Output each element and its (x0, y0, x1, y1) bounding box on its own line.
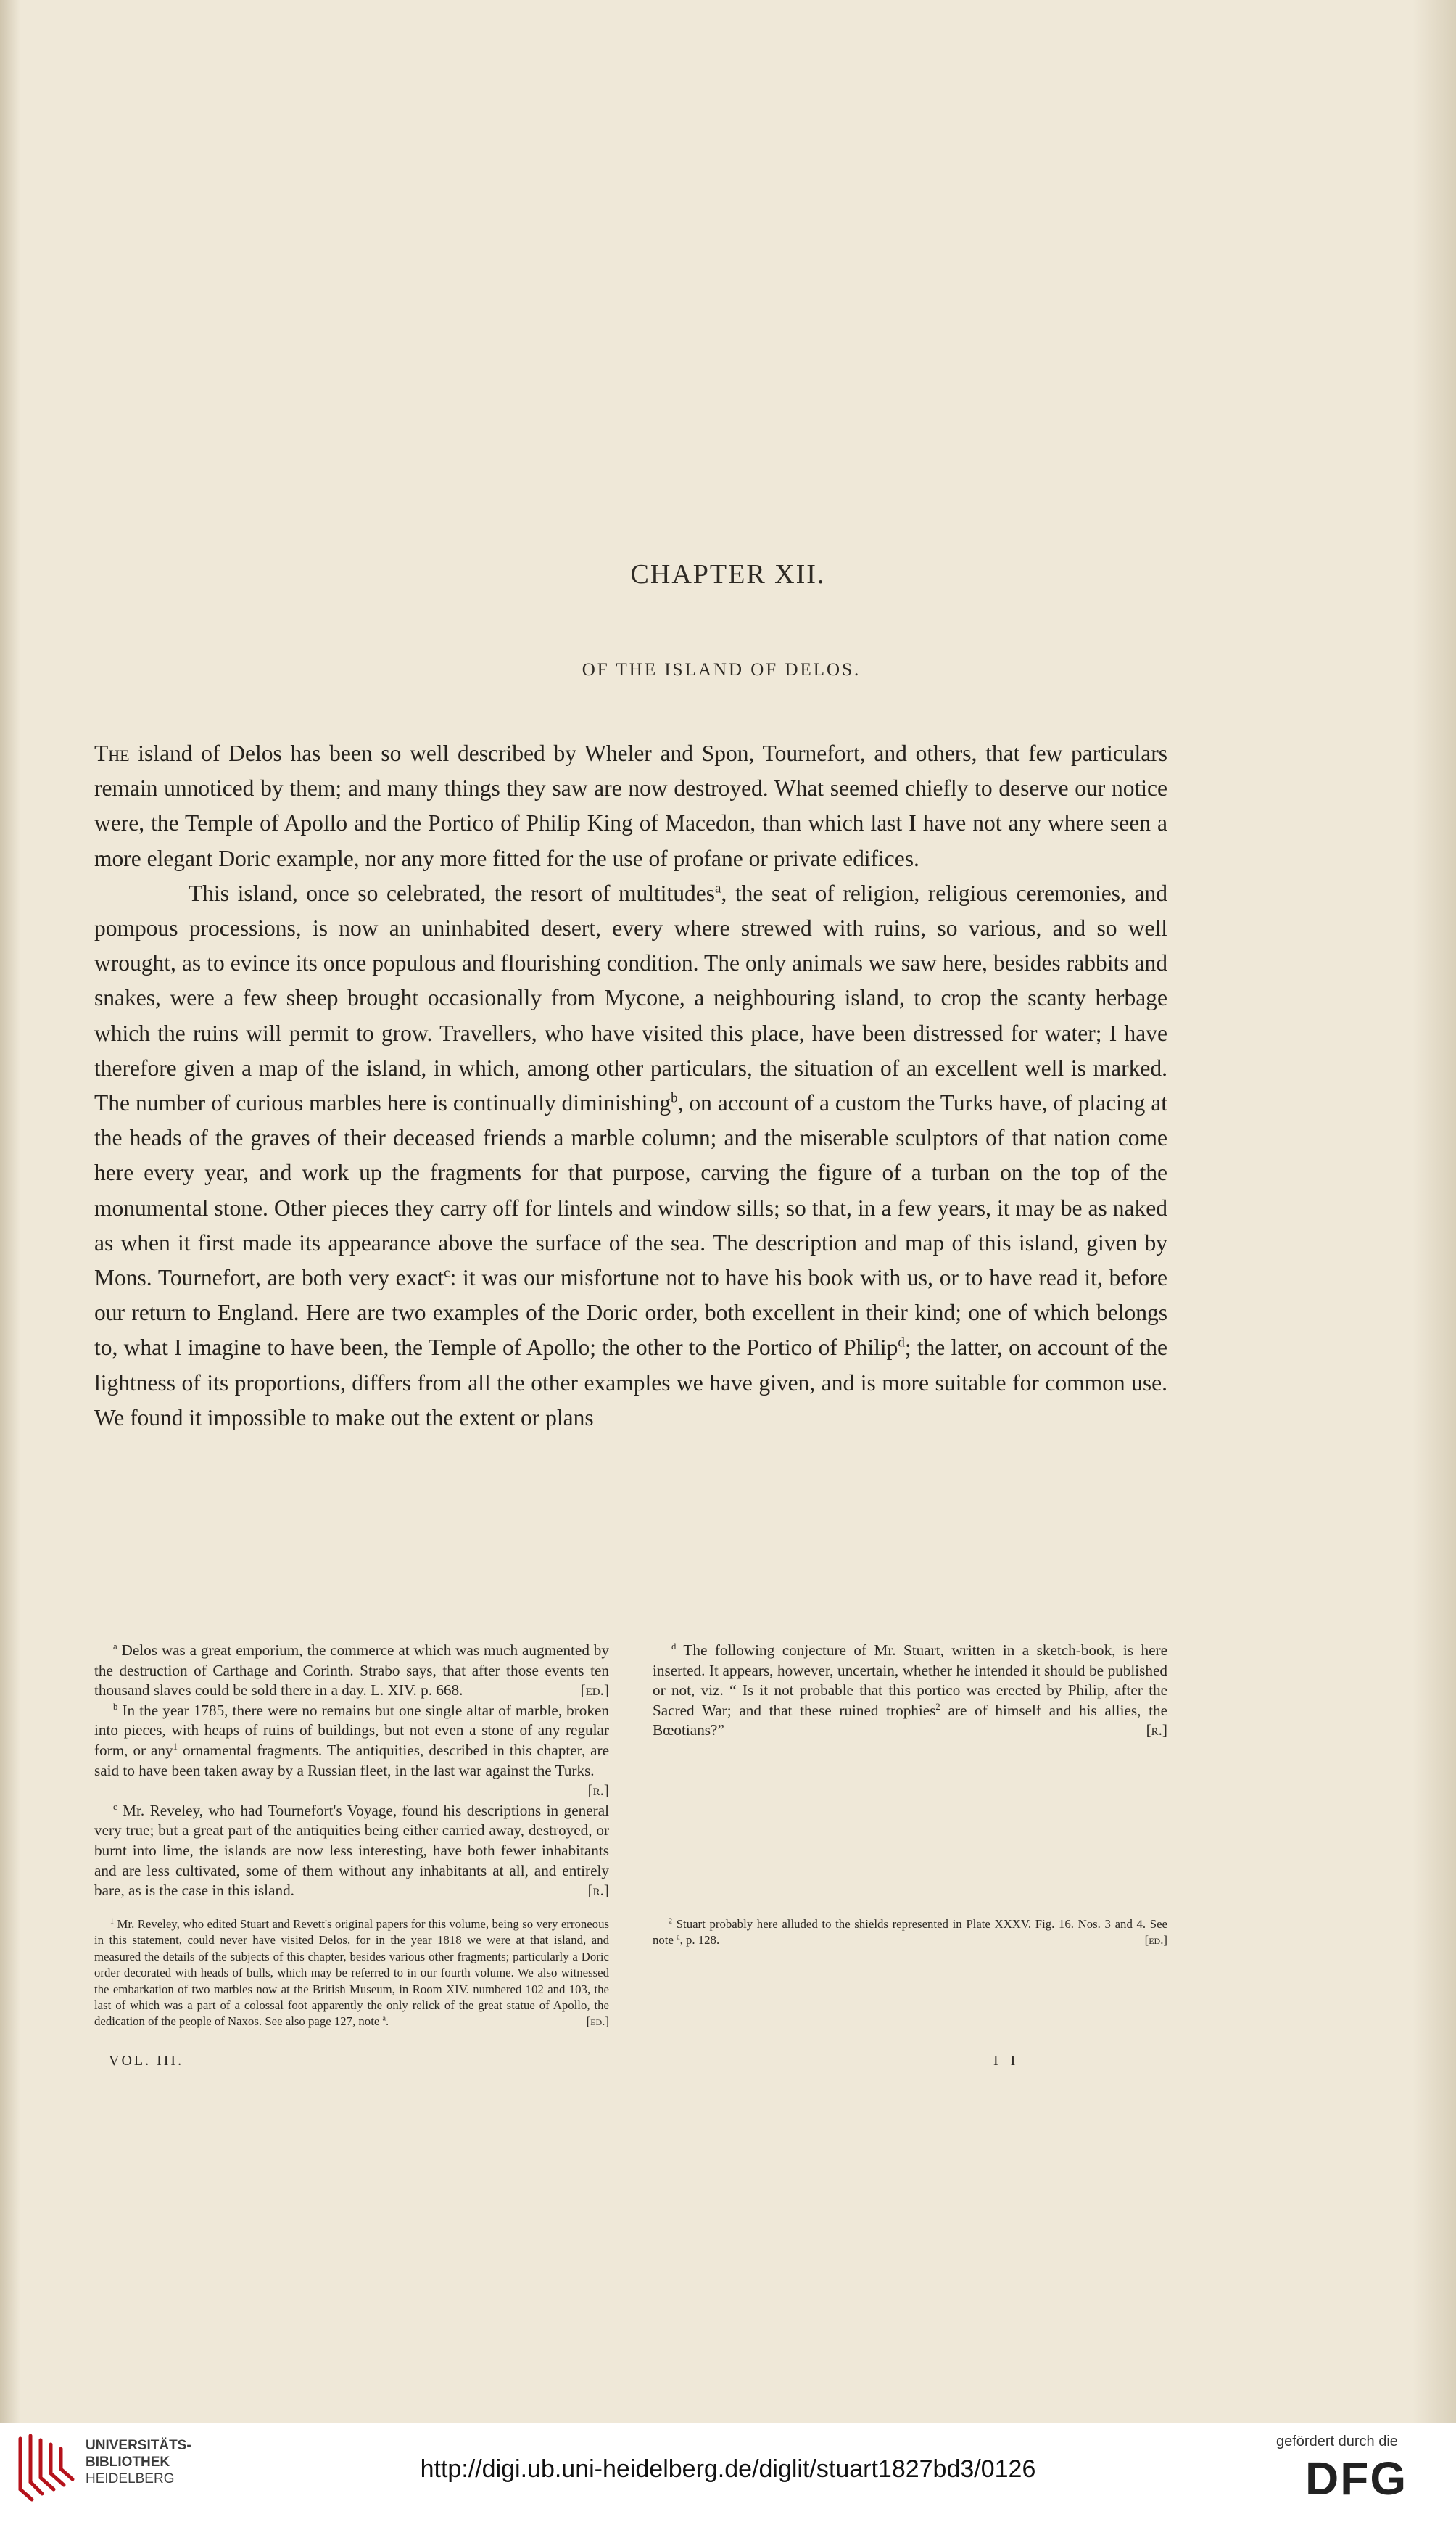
dfg-logo[interactable]: DFG (1305, 2452, 1408, 2505)
editor-notes (94, 1916, 1167, 2030)
signature-mark: I I (993, 2053, 1020, 2069)
editor-note-2-page: , p. 128. (679, 1933, 720, 1948)
footnote-d-ref[interactable]: 2 (935, 1701, 940, 1712)
footnote-d-mark: d (671, 1641, 677, 1652)
paragraph-2-text-c: , on account of a custom the Turks have, of placing at the heads of the graves of their deceased friends a marble column; and the miserable sculptors of that nation come here every year, and work up the fragments for that purpose, carving the figure of a turban on the top of the monumental stone. Other pieces they carry off for lintels and window sills; so that, in a few years, it may be as naked as when it first made its appearance above the surface of the sea. The description and map of this island, given by Mons. Tournefort, are both very exact (94, 1090, 1167, 1291)
page-edge-shadow-left (0, 0, 20, 2495)
chapter-subtitle: OF THE ISLAND OF DELOS. (582, 660, 861, 680)
footnote-a-mark: a (113, 1641, 117, 1652)
footnote-c-tag: [r.] (587, 1882, 609, 1900)
footnote-b-text-2: ornamental fragments. The antiquities, described in this chapter, are said to have been taken away by a Russian fleet, in the last war against the Turks. (94, 1741, 609, 1779)
footnote-a-tag: [ed.] (580, 1681, 609, 1699)
paragraph-2-text-e: ; the latter, on account of the lightness of its proportions, differs from all the other examples we have given, and is more suitable for common use. We found it impossible to make out the extent or plans (94, 1335, 1167, 1430)
footnote-b (94, 1701, 609, 1800)
funding-label: gefördert durch die (1276, 2434, 1398, 2449)
footnotes-right-column (653, 1641, 1167, 1901)
footnote-a-text: Delos was a great emporium, the commerce at which was much augmented by the destruction of Carthage and Corinth. Strabo says, that after those events ten thousand slaves could be sold there in a day. L. XIV. p. 668. (94, 1641, 609, 1699)
paragraph-2-text-b: , the seat of religion, religious ceremonies, and pompous processions, is now an uninhabited desert, every where strewed with ruins, so various, and so well wrought, as to evince its once populous and flourishing condition. The only animals we saw here, besides rabbits and snakes, were a few sheep brought occasionally from Mycone, a neighbouring island, to crop the scanty herbage which the ruins will permit to grow. Travellers, who have visited this place, have been distressed for water; I have therefore given a map of the island, in which, among other particulars, the situation of an excellent well is marked. The number of curious marbles here is continually diminishing (94, 880, 1167, 1116)
body-text (94, 736, 1167, 1435)
note-ref-a[interactable]: a (715, 881, 721, 897)
note-ref-b[interactable]: b (671, 1090, 678, 1106)
page-edge-shadow-right (1412, 0, 1456, 2495)
footnote-b-mark: b (113, 1701, 118, 1712)
editor-note-1-ref: a (382, 2014, 386, 2023)
editor-note-1: $^1$ Mr. Reveley, who edited Stuart and Revett's original papers for this volume, being so very erroneous in this statement, could never have visited Delos, for in the year 1818 we were at that island, and measured the details of the subjects of this chapter, besides various other fragments; particularly a Doric order decorated with heads of bulls, which may be referred to in our fourth volume. We also witnessed the embarkation of two marbles now at the British Museum, in Room XIV. numbered 102 and 103, the last of which was a part of a colossal foot apparently the only relick of the great statue of Apollo, the dedication of the people of Naxos. See also page 127, note $^a$. [ed.] (94, 1916, 609, 2030)
paragraph-2 (94, 876, 1167, 1435)
footnote-c-text: Mr. Reveley, who had Tournefort's Voyage, found his descriptions in general very true; but a great part of the antiquities being either carried away, destroyed, or burnt into lime, the islands are now less interesting, have both fewer inhabitants and are less cultivated, some of them without any inhabitants at all, and entirely bare, as is the case in this island. (94, 1801, 609, 1900)
footnote-b-ref[interactable]: 1 (173, 1741, 178, 1752)
note-ref-d[interactable]: d (898, 1335, 905, 1351)
note-ref-c[interactable]: c (444, 1265, 450, 1281)
chapter-title: CHAPTER XII. (630, 559, 826, 590)
footnote-c (94, 1801, 609, 1901)
footnotes (94, 1641, 1167, 1901)
footnote-d-text-1: The following conjecture of Mr. Stuart, written in a sketch-book, is here inserted. It appears, however, uncertain, whether he intended it should be published or not, viz. “ Is it not probable that this portico was erected by Philip, after the Sacred War; and that these ruined trophies (653, 1641, 1167, 1719)
editor-note-2-mark: 2 (669, 1917, 673, 1926)
footnote-d-text-2: are of himself and his allies, the Bœotians?” (653, 1701, 1167, 1739)
paragraph-1-text: island of Delos has been so well described by Wheler and Spon, Tournefort, and others, that few particulars remain unnoticed by them; and many things they saw are now destroyed. What seemed chiefly to deserve our notice were, the Temple of Apollo and the Portico of Philip King of Macedon, than which last I have not any where seen a more elegant Doric example, nor any more fitted for the use of profane or private edifices. (94, 741, 1167, 871)
drop-word: The (94, 741, 130, 766)
editor-notes-column-2 (653, 1916, 1167, 2030)
footnote-a (94, 1641, 609, 1701)
editor-note-2-tag: [ed.] (1144, 1933, 1167, 1948)
library-line-1: UNIVERSITÄTS- (86, 2438, 191, 2453)
footnote-c-mark: c (113, 1801, 117, 1812)
footnote-d-tag: [r.] (1146, 1721, 1167, 1739)
paragraph-2-text-a: This island, once so celebrated, the resort of multitudes (189, 880, 716, 906)
editor-note-1-mark: 1 (110, 1917, 115, 1926)
paragraph-2-text-d: : it was our misfortune not to have his book with us, or to have read it, before our return to England. Here are two examples of the Doric order, both excellent in their kind; one of which belongs to, what I imagine to have been, the Temple of Apollo; the other to the Portico of Philip (94, 1265, 1168, 1361)
paragraph-1 (94, 736, 1167, 876)
editor-notes-column-1 (94, 1916, 609, 2030)
footnotes-left-column (94, 1641, 609, 1901)
editor-note-2-ref: a (677, 1933, 680, 1942)
volume-label: VOL. III. (109, 2053, 184, 2069)
footnote-d (653, 1641, 1167, 1741)
footnote-b-text-1: In the year 1785, there were no remains but one single altar of marble, broken into pieces, with heaps of ruins of buildings, but not even a stone of any regular form, or any (94, 1701, 609, 1759)
editor-note-2-text: Stuart probably here alluded to the shields represented in Plate XXXV. Fig. 16. Nos. 3 and 4. See note (653, 1917, 1167, 1948)
editor-note-1-tag: [ed.] (586, 2014, 609, 2029)
library-line-2: BIBLIOTHEK (86, 2455, 170, 2470)
editor-note-2 (653, 1916, 1167, 1949)
footnote-b-tag: [r.] (587, 1781, 609, 1800)
editor-note-1-text: Mr. Reveley, who edited Stuart and Revett's original papers for this volume, being so very erroneous in this statement, could never have visited Delos, for in the year 1818 we were at that island, and measured the details of the subjects of this chapter, besides various other fragments; particularly a Doric order decorated with heads of bulls, which may be referred to in our fourth volume. We also witnessed the embarkation of two marbles now at the British Museum, in Room XIV. numbered 102 and 103, the last of which was a part of a colossal foot apparently the only relick of the great statue of Apollo, the dedication of the people of Naxos. See also page 127, note (94, 1917, 609, 2029)
library-line-3: HEIDELBERG (86, 2471, 175, 2486)
page-url-link[interactable]: http://digi.ub.uni-heidelberg.de/diglit/stuart1827bd3/0126 (420, 2455, 1036, 2483)
